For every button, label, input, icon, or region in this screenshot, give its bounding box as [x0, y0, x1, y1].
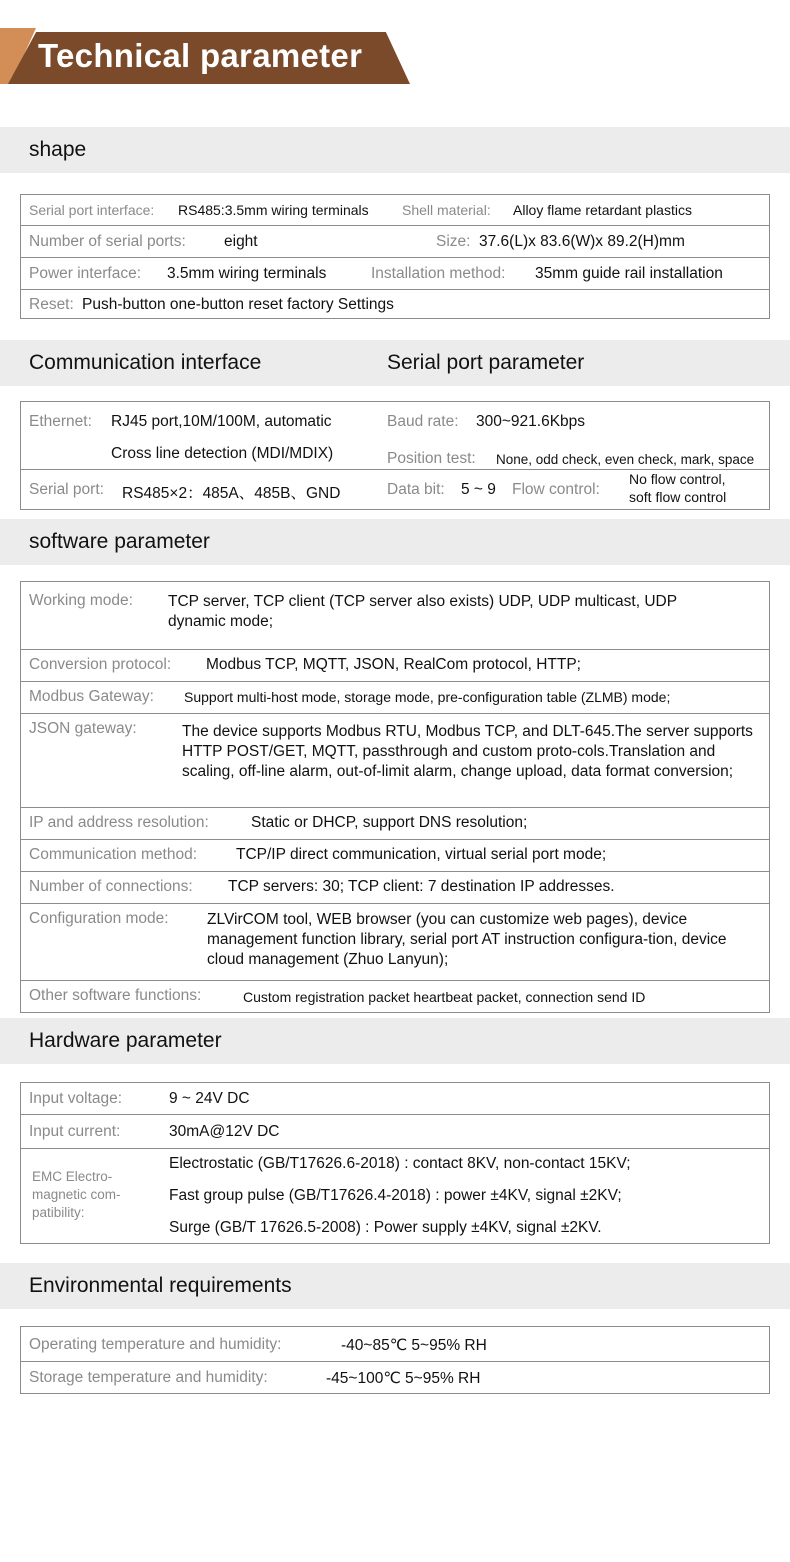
- size-label: Size:: [436, 233, 471, 250]
- software-table: [20, 581, 770, 1013]
- other-functions-label: Other software functions:: [29, 987, 202, 1004]
- section-title: software parameter: [29, 530, 210, 553]
- power-interface-value: 3.5mm wiring terminals: [167, 265, 327, 282]
- table-row: [21, 650, 769, 682]
- emc-label: patibility:: [32, 1205, 85, 1220]
- operating-temperature-label: Operating temperature and humidity:: [29, 1336, 282, 1353]
- table-row: [21, 195, 769, 226]
- communication-method-value: TCP/IP direct communication, virtual serial port mode;: [236, 846, 607, 863]
- serial-port-value: RS485×2：485A、485B、GND: [122, 485, 341, 502]
- section-software-header: [0, 519, 790, 565]
- serial-interface-value: RS485:3.5mm wiring terminals: [178, 202, 369, 218]
- section-title: Communication interface: [29, 351, 262, 374]
- operating-temperature-value: -40~85℃ 5~95% RH: [341, 1337, 487, 1354]
- configuration-mode-value: ZLVirCOM tool, WEB browser (you can customize web pages), device management function library, serial port AT instruction configura-tion, device cloud management (Zhuo Lanyun);: [207, 911, 727, 968]
- input-current-value: 30mA@12V DC: [169, 1123, 280, 1140]
- conversion-protocol-label: Conversion protocol:: [29, 656, 172, 673]
- conversion-protocol-value: Modbus TCP, MQTT, JSON, RealCom protocol, HTTP;: [206, 656, 581, 673]
- input-current-label: Input current:: [29, 1123, 121, 1140]
- table-row: [21, 402, 769, 470]
- baud-rate-label: Baud rate:: [387, 413, 459, 430]
- reset-value: Push-button one-button reset factory Settings: [82, 296, 394, 313]
- installation-label: Installation method:: [371, 265, 506, 282]
- json-gateway-value: The device supports Modbus RTU, Modbus TCP, and DLT-645.The server supports HTTP POST/GET, MQTT, passthrough and custom proto-cols.Translation and scaling, off-line alarm, out-of-limit alarm, change upload, data format conversion;: [182, 723, 753, 780]
- shell-material-value: Alloy flame retardant plastics: [513, 202, 692, 218]
- position-test-value: None, odd check, even check, mark, space: [496, 452, 755, 467]
- table-row: [21, 981, 769, 1012]
- ethernet-value: Cross line detection (MDI/MDIX): [111, 445, 334, 462]
- environment-table: [20, 1326, 770, 1394]
- connections-label: Number of connections:: [29, 878, 193, 895]
- table-row: [21, 904, 769, 981]
- baud-rate-value: 300~921.6Kbps: [476, 413, 586, 430]
- title-banner: [0, 28, 420, 84]
- emc-label: magnetic com-: [32, 1187, 121, 1202]
- configuration-mode-label: Configuration mode:: [29, 910, 169, 927]
- installation-value: 35mm guide rail installation: [535, 265, 723, 282]
- flow-control-value: No flow control,: [629, 471, 726, 487]
- table-row: [21, 872, 769, 904]
- storage-temperature-value: -45~100℃ 5~95% RH: [326, 1370, 481, 1387]
- working-mode-label: Working mode:: [29, 592, 133, 609]
- table-row: [21, 1362, 769, 1393]
- ethernet-label: Ethernet:: [29, 413, 92, 430]
- table-row: [21, 1149, 769, 1243]
- reset-label: Reset:: [29, 296, 74, 313]
- table-row: [21, 714, 769, 808]
- input-voltage-label: Input voltage:: [29, 1090, 123, 1107]
- power-interface-label: Power interface:: [29, 265, 141, 282]
- emc-fast-pulse-value: Fast group pulse (GB/T17626.4-2018) : power ±4KV, signal ±2KV;: [169, 1187, 622, 1204]
- page-title: Technical parameter: [38, 37, 363, 74]
- table-row: [21, 226, 769, 258]
- serial-port-label: Serial port:: [29, 481, 104, 498]
- table-row: [21, 470, 769, 509]
- table-row: [21, 1327, 769, 1362]
- emc-surge-value: Surge (GB/T 17626.5-2008) : Power supply ±4KV, signal ±2KV.: [169, 1219, 602, 1236]
- section-shape-header: [0, 127, 790, 173]
- hardware-table: [20, 1082, 770, 1244]
- emc-label: EMC Electro-: [32, 1169, 113, 1184]
- shell-material-label: Shell material:: [402, 202, 491, 218]
- serial-ports-label: Number of serial ports:: [29, 233, 186, 250]
- emc-electrostatic-value: Electrostatic (GB/T17626.6-2018) : contact 8KV, non-contact 15KV;: [169, 1155, 631, 1172]
- section-title: shape: [29, 138, 87, 161]
- table-row: [21, 808, 769, 840]
- position-test-label: Position test:: [387, 450, 476, 467]
- table-row: [21, 258, 769, 290]
- section-communication-header: [0, 340, 790, 386]
- flow-control-label: Flow control:: [512, 481, 600, 498]
- other-functions-value: Custom registration packet heartbeat packet, connection send ID: [243, 989, 646, 1005]
- size-value: 37.6(L)x 83.6(W)x 89.2(H)mm: [479, 233, 685, 250]
- ip-resolution-value: Static or DHCP, support DNS resolution;: [251, 814, 528, 831]
- communication-table: [20, 401, 770, 510]
- serial-ports-value: eight: [224, 233, 258, 250]
- modbus-gateway-label: Modbus Gateway:: [29, 688, 154, 705]
- communication-method-label: Communication method:: [29, 846, 197, 863]
- section-title: Serial port parameter: [387, 351, 585, 374]
- ip-resolution-label: IP and address resolution:: [29, 814, 209, 831]
- input-voltage-value: 9 ~ 24V DC: [169, 1090, 250, 1107]
- section-title: Environmental requirements: [29, 1274, 292, 1297]
- data-bit-label: Data bit:: [387, 481, 445, 498]
- table-row: [21, 290, 769, 318]
- section-hardware-header: [0, 1018, 790, 1064]
- table-row: [21, 582, 769, 650]
- working-mode-value: TCP server, TCP client (TCP server also exists) UDP, UDP multicast, UDP dynamic mode;: [168, 593, 677, 630]
- table-row: [21, 840, 769, 872]
- flow-control-value: soft flow control: [629, 489, 727, 505]
- json-gateway-label: JSON gateway:: [29, 720, 137, 737]
- data-bit-value: 5 ~ 9: [461, 481, 496, 498]
- table-row: [21, 1083, 769, 1115]
- shape-table: [20, 194, 770, 319]
- section-title: Hardware parameter: [29, 1029, 222, 1052]
- serial-interface-label: Serial port interface:: [29, 202, 155, 218]
- modbus-gateway-value: Support multi-host mode, storage mode, pre-configuration table (ZLMB) mode;: [184, 689, 671, 705]
- storage-temperature-label: Storage temperature and humidity:: [29, 1369, 268, 1386]
- table-row: [21, 682, 769, 714]
- section-environment-header: [0, 1263, 790, 1309]
- table-row: [21, 1115, 769, 1149]
- ethernet-value: RJ45 port,10M/100M, automatic: [111, 413, 332, 430]
- connections-value: TCP servers: 30; TCP client: 7 destination IP addresses.: [228, 878, 615, 895]
